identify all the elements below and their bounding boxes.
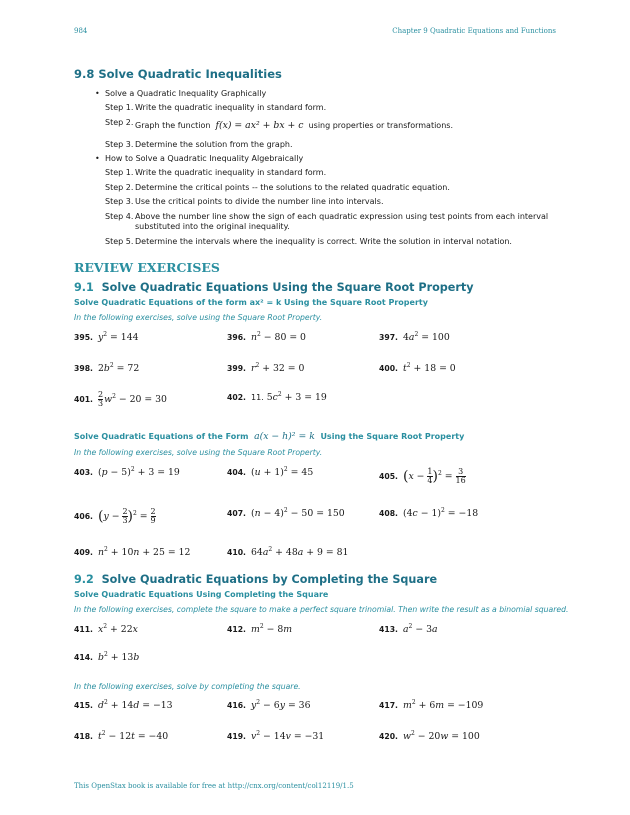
- footer-text: This OpenStax book is available for free at http://cnx.org/content/col12119/1.5: [74, 782, 354, 790]
- instruction-complete-square: In the following exercises, complete the square to make a perfect square trinomial. Then write the result as a binomial squared.: [74, 605, 569, 614]
- alg-step-4: Step 4. Above the number line show the sign of each quadratic expression using test points from each interval: [105, 212, 549, 221]
- alg-step-1: Step 1. Write the quadratic inequality in standard form.: [105, 168, 327, 177]
- subsection-ax2-k: Solve Quadratic Equations of the form ax² = k Using the Square Root Property: [74, 298, 428, 307]
- bullet-dot: •: [95, 89, 100, 98]
- alg-step-4-cont: substituted into the original inequality.: [135, 222, 290, 231]
- exercise-405: 405. (x − $\frac{1}{4}$ )$^2$ = $\frac{3}{16}$: [379, 467, 466, 485]
- exercise-412: 412. $m^2 - 8m$: [227, 623, 293, 636]
- alg-step-2: Step 2. Determine the critical points -- the solutions to the related quadratic equation.: [105, 183, 450, 192]
- page-number: 984: [74, 27, 88, 35]
- exercise-414: 414. $b^2 + 13b$: [74, 651, 140, 664]
- exercise-420: 420. $w^2 - 20w = 100$: [379, 730, 480, 743]
- exercise-413: 413. $a^2 - 3a$: [379, 623, 438, 636]
- exercise-397: 397. $4a^2 = 100$: [379, 331, 450, 344]
- alg-step-5: Step 5. Determine the intervals where the inequality is correct. Write the solution in interval notation.: [105, 237, 512, 246]
- exercise-418: 418. $t^2 - 12t = -40$: [74, 730, 169, 743]
- section-title-9-1: 9.1 Solve Quadratic Equations Using the Square Root Property: [74, 281, 474, 294]
- bullet-graphically: • Solve a Quadratic Inequality Graphically: [95, 89, 267, 98]
- exercise-402: 402. 11. $5c^2 + 3 = 19$: [227, 391, 327, 404]
- subsection-completing-square: Solve Quadratic Equations Using Completing the Square: [74, 590, 329, 599]
- exercise-408: 408. $(4c - 1)^2 = -18$: [379, 507, 479, 520]
- instruction-sqrt-2: In the following exercises, solve using the Square Root Property.: [74, 448, 323, 457]
- graph-step-2-text: Graph the function f(x) = ax² + bx + c using properties or transformations.: [135, 120, 453, 131]
- exercise-400: 400. $t^2 + 18 = 0$: [379, 362, 456, 375]
- exercise-401: 401. $\frac{2}{3}$ $w^2 - 20 = 30$: [74, 390, 167, 408]
- exercise-404: 404. $(u + 1)^2 = 45$: [227, 466, 314, 479]
- exercise-417: 417. $m^2 + 6m = -109$: [379, 699, 484, 712]
- graph-step-2: Step 2.: [105, 118, 134, 127]
- exercise-419: 419. $v^2 - 14v = -31$: [227, 730, 325, 743]
- exercise-395: 395. $y^2 = 144$: [74, 331, 139, 344]
- exercise-411: 411. $x^2 + 22x$: [74, 623, 138, 636]
- instruction-sqrt-1: In the following exercises, solve using the Square Root Property.: [74, 313, 323, 322]
- review-exercises-title: REVIEW EXERCISES: [74, 260, 220, 275]
- instruction-solve-complete-square: In the following exercises, solve by completing the square.: [74, 682, 301, 691]
- chapter-title: Chapter 9 Quadratic Equations and Functions: [392, 27, 556, 35]
- bullet-algebraically: • How to Solve a Quadratic Inequality Algebraically: [95, 154, 304, 163]
- exercise-410: 410. $64a^2 + 48a + 9 = 81$: [227, 546, 349, 559]
- exercise-398: 398. $2b^2 = 72$: [74, 362, 140, 375]
- exercise-403: 403. $(p - 5)^2 + 3 = 19$: [74, 466, 180, 479]
- graph-step-3: Step 3. Determine the solution from the graph.: [105, 140, 293, 149]
- bullet-dot: •: [95, 154, 100, 163]
- exercise-406: 406. (y − $\frac{2}{3}$ )$^2$ = $\frac{2}{9}$: [74, 507, 156, 525]
- section-title-9-8: 9.8 Solve Quadratic Inequalities: [74, 67, 282, 81]
- graph-step-1: Step 1. Write the quadratic inequality in standard form.: [105, 103, 327, 112]
- section-title-9-2: 9.2 Solve Quadratic Equations by Completing the Square: [74, 573, 438, 586]
- exercise-416: 416. $y^2 - 6y = 36$: [227, 699, 311, 712]
- exercise-409: 409. $n^2 + 10n + 25 = 12$: [74, 546, 191, 559]
- subsection-a-x-h-squared: Solve Quadratic Equations of the Form a(x − h)² = k Using the Square Root Property: [74, 431, 465, 442]
- exercise-399: 399. $r^2 + 32 = 0$: [227, 362, 305, 375]
- function-formula: f(x) = ax² + bx + c: [215, 120, 304, 131]
- exercise-415: 415. $d^2 + 14d = -13$: [74, 699, 173, 712]
- exercise-407: 407. $(n - 4)^2 - 50 = 150$: [227, 507, 345, 520]
- exercise-396: 396. $n^2 - 80 = 0$: [227, 331, 306, 344]
- alg-step-3: Step 3. Use the critical points to divide the number line into intervals.: [105, 197, 384, 206]
